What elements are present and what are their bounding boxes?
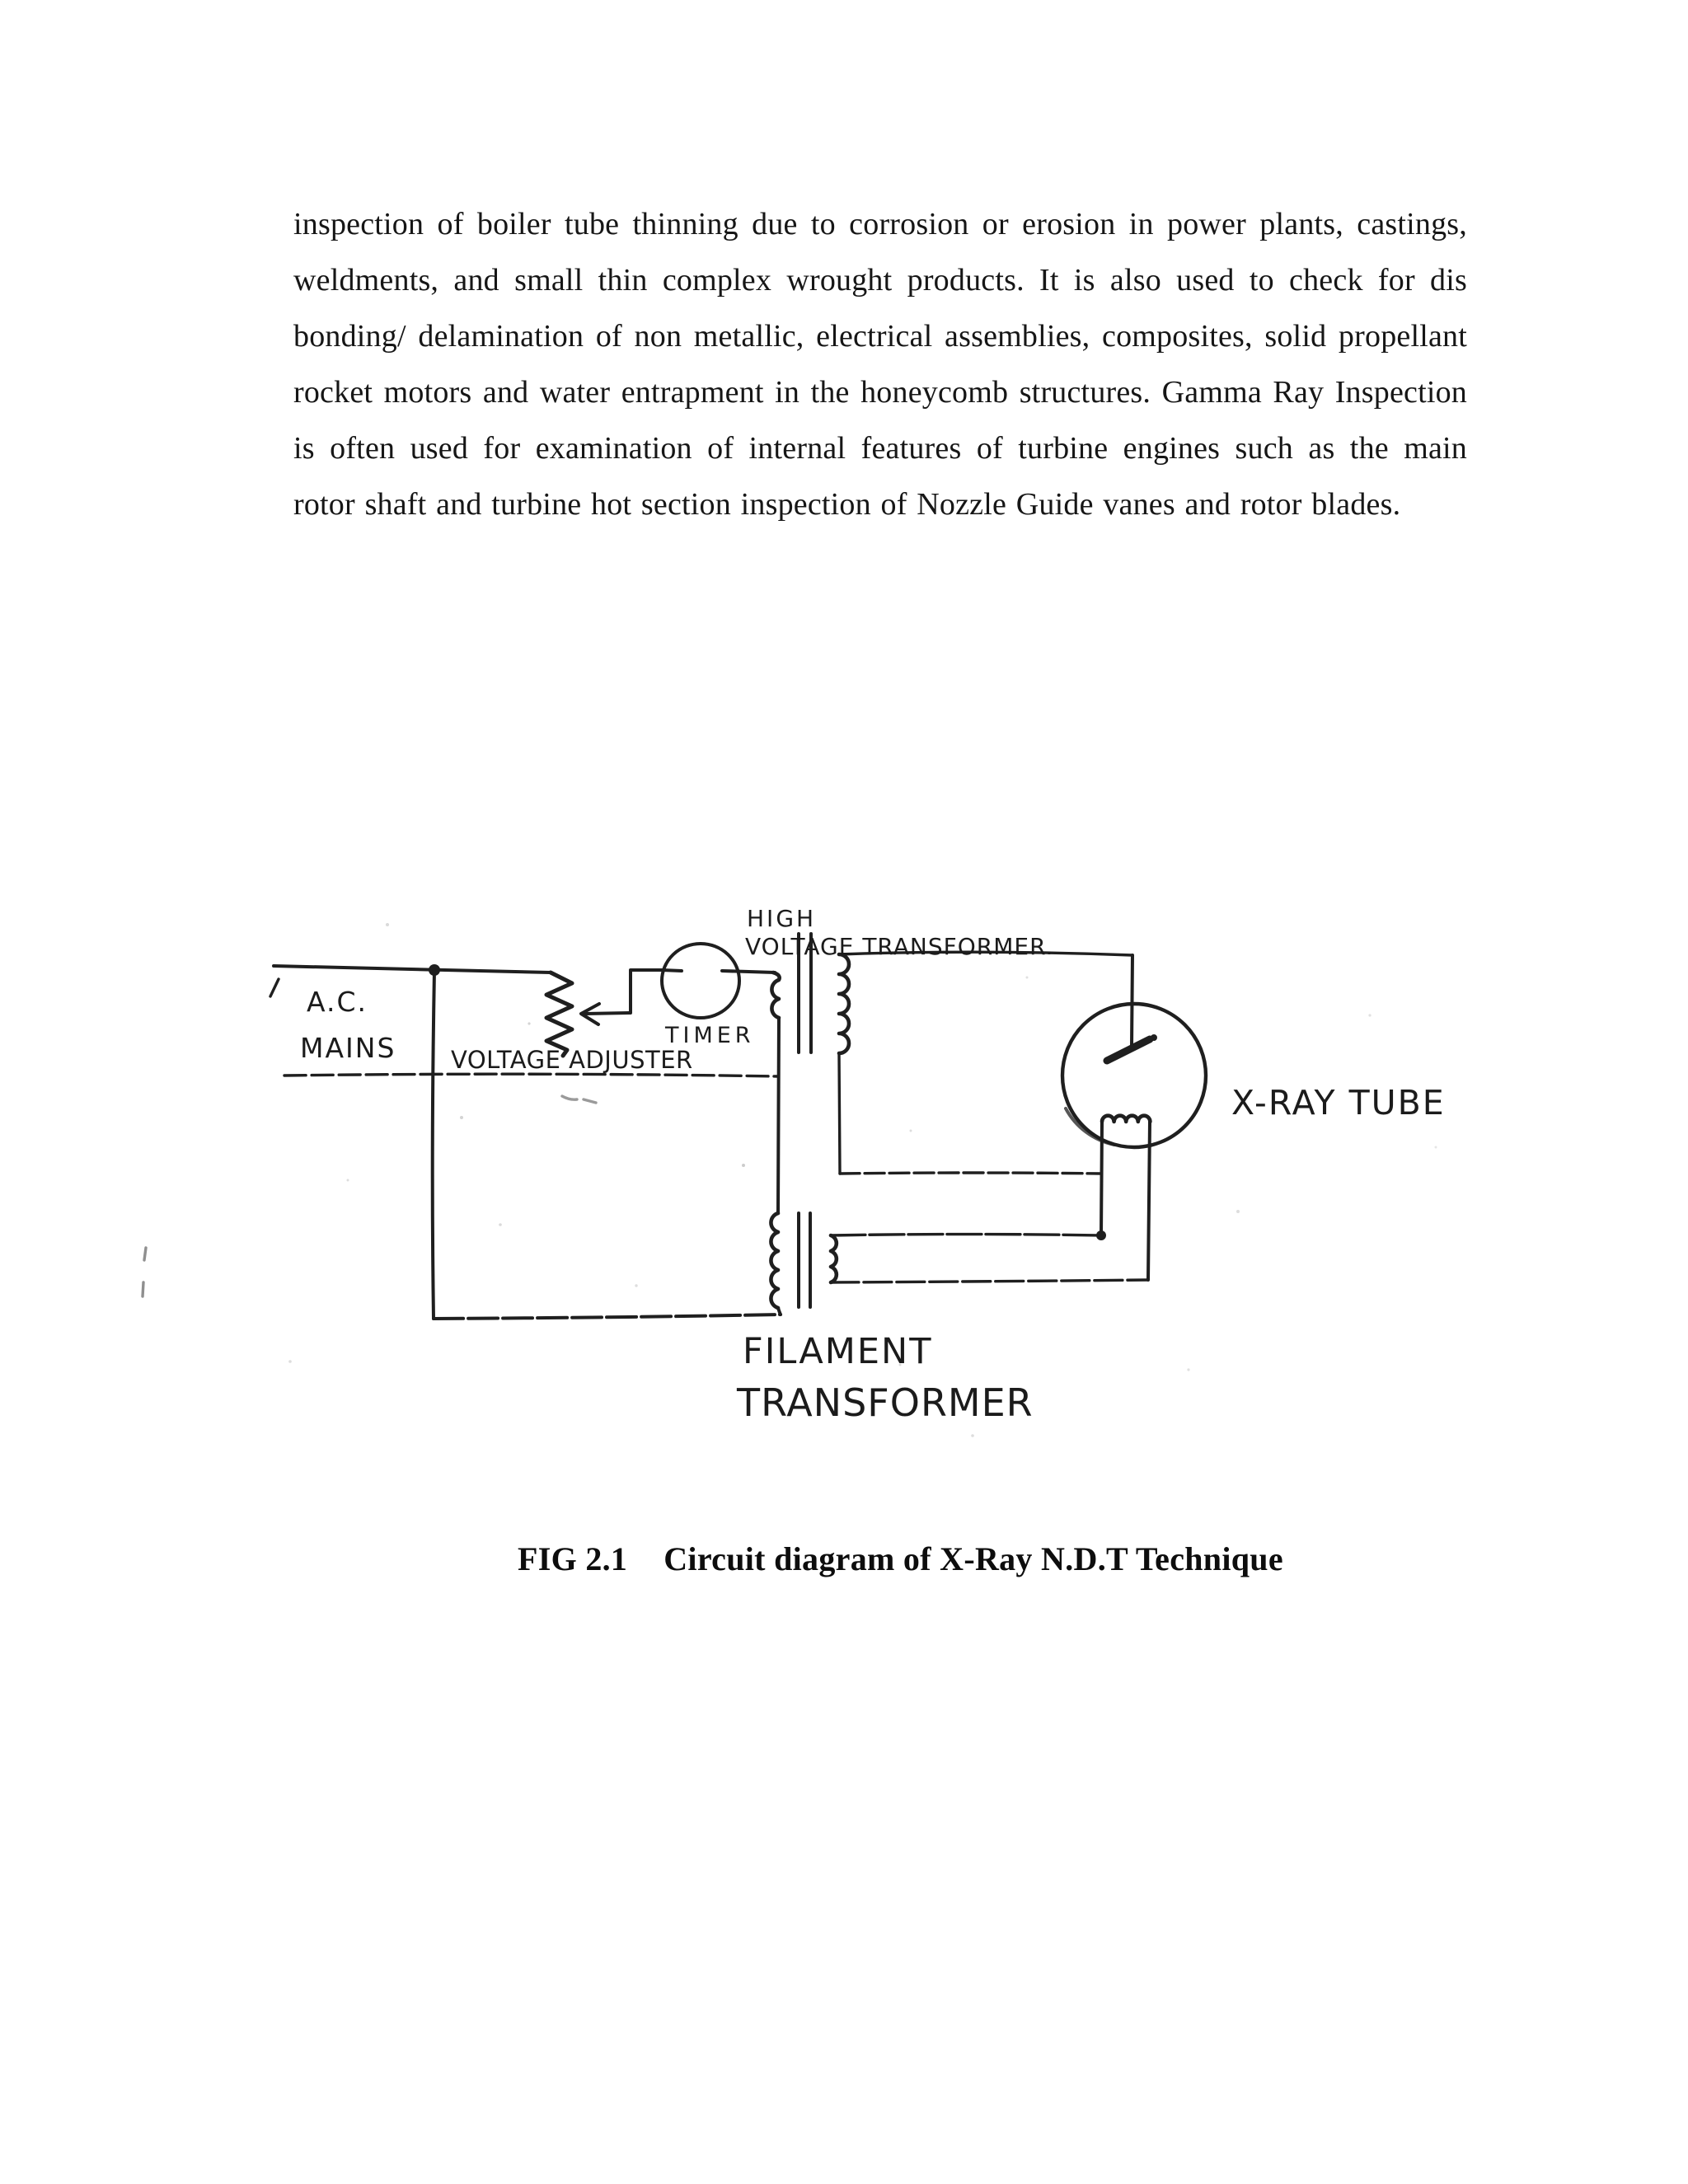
xray-tube-envelope (1062, 1004, 1206, 1147)
paragraph-line: rocket motors and water entrapment in the honeycomb structures. Gamma Ray Inspection (293, 375, 1467, 410)
voltage-adjuster-resistor (546, 972, 572, 1056)
ac-mains-top-wire (274, 966, 551, 972)
cathode-right-lead-wire (1148, 1122, 1150, 1280)
paragraph-line: bonding/ delamination of non metallic, electrical assemblies, composites, solid propellant (293, 319, 1467, 354)
paragraph-line: is often used for examination of internal features of turbine engines such as the main (293, 431, 1467, 466)
filament-transformer-label-line1: FILAMENT (743, 1331, 933, 1372)
hv-primary-drop-wire (778, 1018, 779, 1213)
anode-plate-tip (1151, 1034, 1157, 1041)
figure-caption (518, 1540, 1283, 1578)
timer-contact-left (662, 970, 682, 971)
paragraph-line: rotor shaft and turbine hot section inspection of Nozzle Guide vanes and rotor blades. (293, 487, 1401, 522)
anode-plate (1107, 1039, 1150, 1061)
ac-mains-bottom-wire (284, 1074, 777, 1076)
bottom-loop-wire (434, 1315, 781, 1319)
timer-label: TIMER (665, 1023, 755, 1048)
filament-transformer-section (771, 1213, 1148, 1315)
hv-secondary-coil (839, 954, 849, 1053)
filament-secondary-top-wire (831, 1235, 1101, 1236)
filament-transformer-label-line2: TRANSFORMER (737, 1380, 1034, 1425)
hv-primary-coil (771, 972, 779, 1018)
filament-primary-coil (771, 1213, 778, 1308)
cathode-filament-coil (1102, 1116, 1150, 1122)
paragraph-line: weldments, and small thin complex wrought products. It is also used to check for dis (293, 263, 1467, 298)
figure-caption-text: Circuit diagram of X-Ray N.D.T Technique (663, 1540, 1283, 1577)
hv-transformer-label-line2: VOLTAGE TRANSFORMER. (745, 933, 1054, 960)
hv-transformer-section (771, 934, 1132, 1213)
filament-secondary-coil (831, 1235, 837, 1282)
wiper-wire (585, 970, 662, 1014)
ac-mains-left-tick (270, 979, 279, 996)
paragraph-line: inspection of boiler tube thinning due to corrosion or erosion in power plants, castings, (293, 207, 1467, 241)
ac-mains-left-riser-wire (433, 970, 434, 1319)
voltage-adjuster-section (546, 970, 662, 1056)
timer-symbol (662, 944, 739, 1018)
filament-secondary-bottom-wire (831, 1280, 1148, 1282)
smudge-mark (562, 1096, 596, 1103)
margin-tick (144, 1248, 146, 1260)
hv-return-vertical-wire (839, 1053, 840, 1174)
ac-mains-label-line2: MAINS (300, 1032, 396, 1064)
voltage-adjuster-label: VOLTAGE ADJUSTER (451, 1046, 693, 1074)
xray-tube-label: X-RAY TUBE (1231, 1083, 1446, 1122)
hv-transformer-label-line1: HIGH (747, 905, 817, 932)
figure-caption-number: FIG 2.1 (518, 1540, 628, 1577)
hv-return-horizontal-wire (840, 1173, 1101, 1174)
timer-contact-right (722, 971, 775, 972)
ac-mains-label-line1: A.C. (307, 986, 368, 1018)
xray-tube-section (1062, 955, 1206, 1280)
filament-primary-tail-wire (778, 1308, 781, 1315)
cathode-left-lead-wire (1101, 1122, 1102, 1235)
diagram-labels (300, 905, 1446, 1425)
